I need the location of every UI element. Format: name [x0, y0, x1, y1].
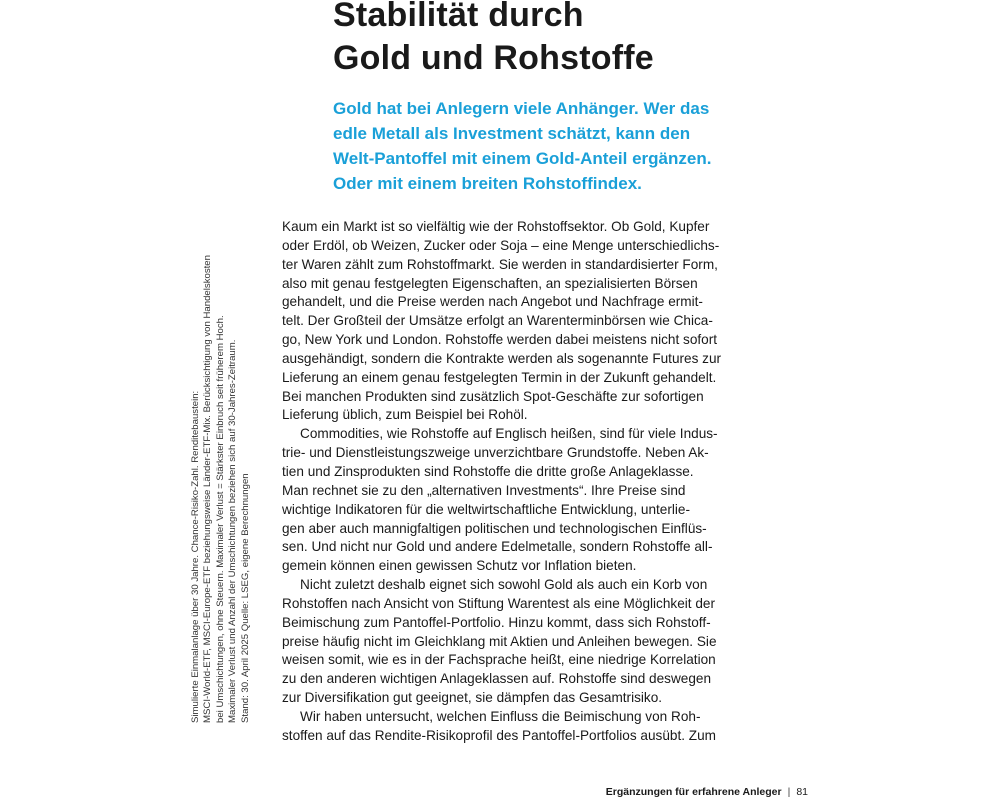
body-line: ter Waren zählt zum Rohstoffmarkt. Sie werden in standardisierter Form,: [282, 256, 718, 272]
body-line: Lieferung üblich, zum Beispiel bei Rohöl.: [282, 407, 528, 423]
page-title: [333, 0, 893, 80]
body-text: [282, 218, 742, 746]
body-line: gemein können einen gewissen Schutz vor Inflation bieten.: [282, 558, 637, 574]
lead-paragraph: [333, 96, 753, 196]
page-footer: [606, 786, 808, 798]
body-line: Beimischung zum Pantoffel-Portfolio. Hinzu kommt, dass sich Rohstoff-: [282, 614, 711, 630]
body-line: Rohstoffen nach Ansicht von Stiftung Warentest als eine Möglichkeit der: [282, 595, 715, 611]
body-line: preise häufig nicht im Gleichklang mit Aktien und Anleihen bewegen. Sie: [282, 633, 717, 649]
body-line: zur Diversifikation gut geeignet, sie dämpfen das Gesamtrisiko.: [282, 690, 663, 706]
side-note-line: MSCI-World-ETF, MSCI-Europe-ETF beziehungsweise Länder-ETF-Mix. Berücksichtigung von Handelskosten: [202, 255, 214, 723]
title-line: Stabilität durch: [333, 0, 584, 34]
body-line: Commodities, wie Rohstoffe auf Englisch heißen, sind für viele Indus-: [300, 426, 718, 442]
body-line: Man rechnet sie zu den „alternativen Investments“. Ihre Preise sind: [282, 482, 686, 498]
body-line: wichtige Indikatoren für die weltwirtschaftliche Entwicklung, unterlie-: [282, 501, 690, 517]
body-line: trie- und Dienstleistungszweige unverzichtbare Grundstoffe. Neben Ak-: [282, 445, 709, 461]
lead-line: edle Metall als Investment schätzt, kann den: [333, 124, 691, 143]
side-note-line: bei Umschichtungen, ohne Steuern. Maximaler Verlust = Stärkster Einbruch seit früherem Hoch.: [214, 315, 226, 723]
body-line: gen aber auch mannigfaltigen politischen und technologischen Einflüs-: [282, 520, 707, 536]
body-line: ausgehändigt, sondern die Kontrakte werden als sogenannte Futures zur: [282, 350, 722, 366]
footer-section-title: Ergänzungen für erfahrene Anleger: [605, 786, 782, 798]
body-line: telt. Der Großteil der Umsätze erfolgt an Warenterminbörsen wie Chica-: [282, 313, 713, 329]
chart-source-note: [190, 223, 252, 723]
body-line: Bei manchen Produkten sind zusätzlich Spot-Geschäfte zur sofortigen: [282, 388, 704, 404]
lead-line: Oder mit einem breiten Rohstoffindex.: [333, 174, 642, 193]
title-line: Gold und Rohstoffe: [333, 39, 654, 77]
body-line: Lieferung an einem genau festgelegten Termin in der Zukunft gehandelt.: [282, 369, 717, 385]
body-line: Kaum ein Markt ist so vielfältig wie der Rohstoffsektor. Ob Gold, Kupfer: [282, 219, 710, 234]
lead-line: Welt-Pantoffel mit einem Gold-Anteil ergänzen.: [333, 149, 712, 168]
body-line: go, New York und London. Rohstoffe werden dabei meistens nicht sofort: [282, 332, 718, 348]
footer-separator: |: [787, 786, 791, 798]
lead-line: Gold hat bei Anlegern viele Anhänger. Wer das: [333, 99, 710, 118]
body-line: stoffen auf das Rendite-Risikoprofil des Pantoffel-Portfolios ausübt. Zum: [282, 727, 716, 743]
body-line: weisen somit, wie es in der Fachsprache heißt, eine niedrige Korrelation: [282, 652, 716, 668]
body-line: Wir haben untersucht, welchen Einfluss die Beimischung von Roh-: [300, 708, 701, 724]
page-number: 81: [796, 786, 808, 798]
body-line: also mit genau festgelegten Eigenschaften, an spezialisierten Börsen: [282, 275, 698, 291]
body-line: Nicht zuletzt deshalb eignet sich sowohl Gold als auch ein Korb von: [300, 577, 708, 593]
body-line: zu den anderen wichtigen Anlageklassen auf. Rohstoffe sind deswegen: [282, 671, 712, 687]
body-line: gehandelt, und die Preise werden nach Angebot und Nachfrage ermit-: [282, 294, 703, 310]
body-line: oder Erdöl, ob Weizen, Zucker oder Soja – eine Menge unterschiedlichs-: [282, 237, 720, 253]
body-line: sen. Und nicht nur Gold und andere Edelmetalle, sondern Rohstoffe all-: [282, 539, 713, 555]
body-line: tien und Zinsprodukten sind Rohstoffe die dritte große Anlageklasse.: [282, 463, 694, 479]
side-note-line: Maximaler Verlust und Anzahl der Umschichtungen beziehen sich auf 30-Jahres-Zeitraum.: [227, 339, 239, 723]
side-note-line: Stand: 30. April 2025 Quelle: LSEG, eigene Berechnungen: [239, 473, 251, 723]
side-note-line: Simulierte Einmalanlage über 30 Jahre. Chance-Risiko-Zahl. Renditebaustein:: [190, 390, 201, 723]
